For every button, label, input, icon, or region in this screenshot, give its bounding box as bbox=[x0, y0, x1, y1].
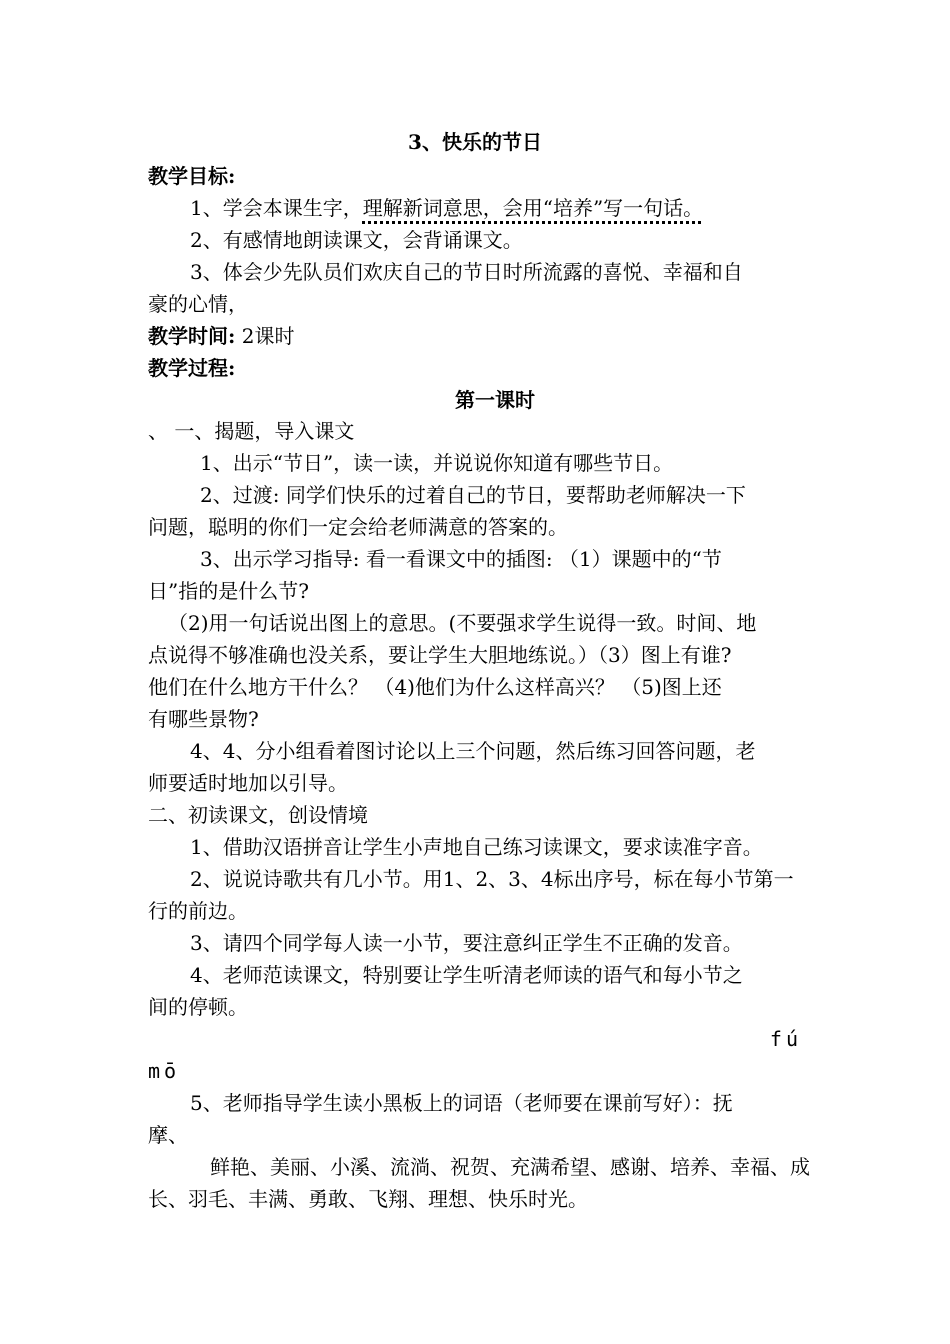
s2-item-2-line-2: 行的前边。 bbox=[148, 899, 248, 923]
pinyin-fu: fú bbox=[769, 1027, 802, 1051]
s2-item-5-line-2: 摩、 bbox=[148, 1123, 188, 1147]
s1-item-3-line-6: 有哪些景物? bbox=[148, 707, 259, 731]
s2-item-2-line-1: 2、说说诗歌共有几小节。用1、2、3、4标出序号，标在每小节第一 bbox=[190, 867, 794, 891]
objective-1 bbox=[190, 195, 703, 221]
objective-2: 2、有感情地朗读课文，会背诵课文。 bbox=[190, 228, 523, 252]
time-heading: 教学时间: bbox=[148, 324, 236, 348]
s2-words-line-1: 鲜艳、美丽、小溪、流淌、祝贺、充满希望、感谢、培养、幸福、成 bbox=[210, 1155, 810, 1179]
s2-item-3: 3、请四个同学每人读一小节，要注意纠正学生不正确的发音。 bbox=[190, 931, 743, 955]
s1-item-4-line-2: 师要适时地加以引导。 bbox=[148, 771, 348, 795]
s1-item-3-line-1: 3、出示学习指导: 看一看课文中的插图: （1）课题中的“节 bbox=[200, 547, 722, 571]
process-heading: 教学过程: bbox=[148, 356, 236, 380]
s2-item-1: 1、借助汉语拼音让学生小声地自己练习读课文，要求读准字音。 bbox=[190, 835, 763, 859]
s1-item-3-line-3: （2)用一句话说出图上的意思。(不要强求学生说得一致。时间、地 bbox=[168, 611, 757, 635]
objective-1-part-a: 1、学会本课生字， bbox=[190, 196, 363, 220]
s1-item-2-line-2: 问题，聪明的你们一定会给老师满意的答案的。 bbox=[148, 515, 568, 539]
objective-3-line-1: 3、体会少先队员们欢庆自己的节日时所流露的喜悦、幸福和自 bbox=[190, 260, 743, 284]
objectives-heading: 教学目标: bbox=[148, 164, 236, 188]
section-1-heading: 、 一、揭题，导入课文 bbox=[148, 419, 355, 443]
s1-item-3-line-5: 他们在什么地方干什么？ （4)他们为什么这样高兴？ （5)图上还 bbox=[148, 675, 722, 699]
s1-item-1: 1、出示“节日”，读一读，并说说你知道有哪些节日。 bbox=[200, 451, 674, 475]
section-2-heading: 二、初读课文，创设情境 bbox=[148, 803, 368, 827]
s2-item-4-line-1: 4、老师范读课文，特别要让学生听清老师读的语气和每小节之 bbox=[190, 963, 743, 987]
objective-1-part-b: 理解新词意思，会用“培养”写一句话。 bbox=[362, 196, 704, 220]
s1-item-4-line-1: 4、4、分小组看着图讨论以上三个问题，然后练习回答问题，老 bbox=[190, 739, 756, 763]
s2-item-4-line-2: 间的停顿。 bbox=[148, 995, 248, 1019]
s1-item-3-line-4: 点说得不够准确也没关系，要让学生大胆地练说。）（3）图上有谁? bbox=[148, 643, 732, 667]
time-value: 2课时 bbox=[241, 324, 295, 348]
teaching-time bbox=[148, 323, 294, 349]
pinyin-mo: mō bbox=[148, 1059, 181, 1083]
s2-item-5-line-1: 5、老师指导学生读小黑板上的词语（老师要在课前写好）：抚 bbox=[190, 1091, 733, 1115]
objective-3-line-2: 豪的心情， bbox=[148, 292, 248, 316]
s1-item-2-line-1: 2、过渡: 同学们快乐的过着自己的节日，要帮助老师解决一下 bbox=[200, 483, 746, 507]
document-title: 3、快乐的节日 bbox=[408, 130, 542, 154]
lesson-title: 第一课时 bbox=[455, 388, 535, 412]
s2-words-line-2: 长、羽毛、丰满、勇敢、飞翔、理想、快乐时光。 bbox=[148, 1187, 588, 1211]
s1-item-3-line-2: 日”指的是什么节? bbox=[148, 579, 309, 603]
